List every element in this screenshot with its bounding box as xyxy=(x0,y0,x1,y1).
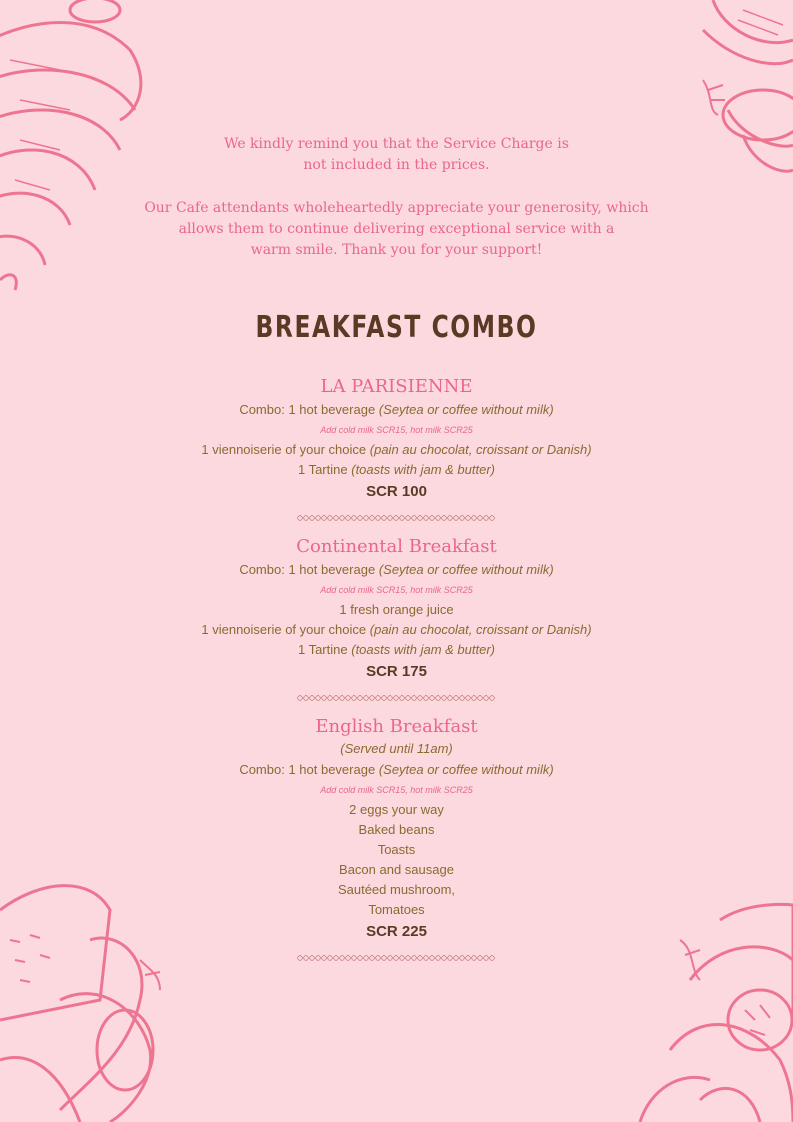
menu-item xyxy=(0,462,793,477)
combo-note: (Seytea or coffee without milk) xyxy=(378,402,554,417)
item-text: 1 viennoiserie of your choice xyxy=(201,622,367,637)
gratitude-notice-line: Our Cafe attendants wholeheartedly appreciate your generosity, which xyxy=(144,200,649,216)
section-title-la-parisienne: LA PARISIENNE xyxy=(320,376,473,397)
gratitude-notice-line: warm smile. Thank you for your support! xyxy=(250,242,543,258)
item-note: (toasts with jam & butter) xyxy=(351,642,496,657)
menu-item: Bacon and sausage xyxy=(339,862,454,877)
menu-item xyxy=(0,442,793,457)
item-text: 1 Tartine xyxy=(297,462,348,477)
menu-item: Tomatoes xyxy=(368,902,425,917)
item-note: (pain au chocolat, croissant or Danish) xyxy=(369,622,592,637)
section-title-english-breakfast: English Breakfast xyxy=(315,716,478,737)
combo-label: Combo: 1 hot beverage xyxy=(239,402,376,417)
milk-note: Add cold milk SCR15, hot milk SCR25 xyxy=(320,585,473,595)
menu-item: Baked beans xyxy=(358,822,435,837)
menu-item: Toasts xyxy=(377,842,416,857)
combo-line xyxy=(0,402,793,417)
service-charge-notice-line: not included in the prices. xyxy=(303,157,490,173)
menu-item xyxy=(0,642,793,657)
menu-title: BREAKFAST COMBO xyxy=(255,310,538,345)
ornamental-divider xyxy=(297,955,496,961)
menu-item xyxy=(0,622,793,637)
price: SCR 100 xyxy=(366,483,427,500)
menu-item: Sautéed mushroom, xyxy=(337,882,456,897)
menu-item: 2 eggs your way xyxy=(349,802,444,817)
menu-item xyxy=(0,602,793,617)
gratitude-notice-line: allows them to continue delivering exceptional service with a xyxy=(178,221,615,237)
ornamental-divider xyxy=(297,695,496,701)
item-text: 1 fresh orange juice xyxy=(339,602,454,617)
item-note: (pain au chocolat, croissant or Danish) xyxy=(369,442,592,457)
price: SCR 175 xyxy=(366,663,427,680)
section-title-continental-breakfast: Continental Breakfast xyxy=(296,536,497,557)
combo-line xyxy=(0,762,793,777)
served-until-note: (Served until 11am) xyxy=(340,741,453,756)
item-note: (toasts with jam & butter) xyxy=(351,462,496,477)
item-text: 1 viennoiserie of your choice xyxy=(201,442,367,457)
ornamental-divider xyxy=(297,515,496,521)
combo-label: Combo: 1 hot beverage xyxy=(239,562,376,577)
service-charge-notice-line: We kindly remind you that the Service Charge is xyxy=(224,136,569,152)
combo-label: Combo: 1 hot beverage xyxy=(239,762,376,777)
combo-note: (Seytea or coffee without milk) xyxy=(378,762,554,777)
price: SCR 225 xyxy=(366,923,427,940)
combo-note: (Seytea or coffee without milk) xyxy=(378,562,554,577)
combo-line xyxy=(0,562,793,577)
milk-note: Add cold milk SCR15, hot milk SCR25 xyxy=(320,785,473,795)
item-text: 1 Tartine xyxy=(297,642,348,657)
milk-note: Add cold milk SCR15, hot milk SCR25 xyxy=(320,425,473,435)
